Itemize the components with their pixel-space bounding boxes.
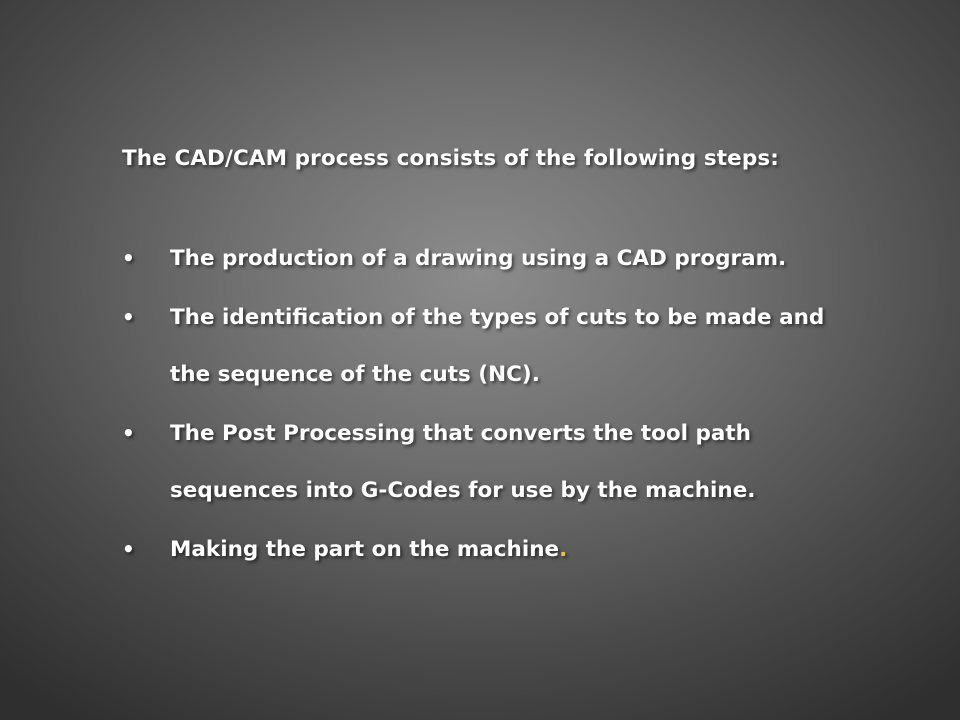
bullet-item xyxy=(122,230,842,287)
bullet-list xyxy=(122,230,842,580)
slide-heading: The CAD/CAM process consists of the following steps: xyxy=(122,146,779,171)
bullet-text xyxy=(170,521,842,578)
bullet-icon: • xyxy=(122,305,135,329)
bullet-item xyxy=(122,289,842,403)
bullet-text: The production of a drawing using a CAD program. xyxy=(170,246,787,271)
bullet-text-period: . xyxy=(559,537,568,562)
bullet-icon: • xyxy=(122,246,135,270)
bullet-item xyxy=(122,405,842,519)
bullet-text: The identification of the types of cuts to be made and the sequence of the cuts (NC). xyxy=(170,305,825,387)
bullet-text-main: Making the part on the machine xyxy=(170,537,560,562)
bullet-icon: • xyxy=(122,537,135,561)
bullet-text: The Post Processing that converts the tool path sequences into G-Codes for use by the machine. xyxy=(170,421,756,503)
bullet-icon: • xyxy=(122,421,135,445)
bullet-item xyxy=(122,521,842,578)
